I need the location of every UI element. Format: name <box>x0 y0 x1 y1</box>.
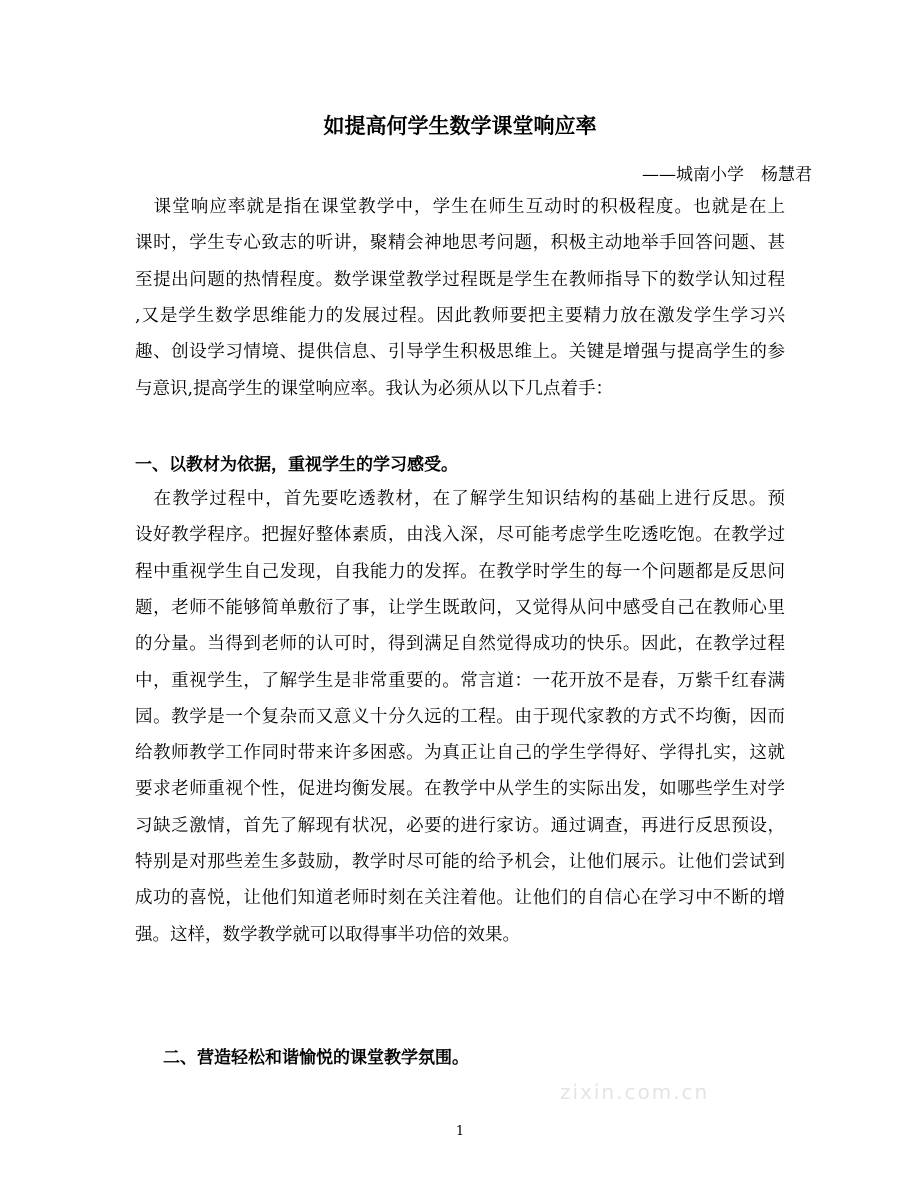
text-line: 与意识,提高学生的课堂响应率。我认为必须从以下几点着手： <box>135 378 614 399</box>
text-line: 的分量。当得到老师的认可时，得到满足自然觉得成功的快乐。因此，在教学过程 <box>135 634 785 655</box>
text-line: 课堂响应率就是指在课堂教学中，学生在师生互动时的积极程度。也就是在上 <box>135 197 785 217</box>
text-line: 给教师教学工作同时带来许多困惑。为真正让自己的学生学得好、学得扎实，这就 <box>135 743 785 764</box>
text-line: 至提出问题的热情程度。数学课堂教学过程既是学生在教师指导下的数学认知过程 <box>135 269 785 290</box>
text-line: 趣、创设学习情境、提供信息、引导学生积极思维上。关键是增强与提高学生的参 <box>135 342 785 363</box>
text-line: ,又是学生数学思维能力的发展过程。因此教师要把主要精力放在激发学生学习兴 <box>135 305 785 326</box>
text-line: 习缺乏激情，首先了解现有状况，必要的进行家访。通过调查，再进行反思预设， <box>135 815 785 836</box>
text-line: 课时，学生专心致志的听讲，聚精会神地思考问题，积极主动地举手回答问题、甚 <box>135 233 785 254</box>
text-line: 园。教学是一个复杂而又意义十分久远的工程。由于现代家教的方式不均衡，因而 <box>135 706 785 727</box>
text-line: 要求老师重视个性，促进均衡发展。在教学中从学生的实际出发，如哪些学生对学 <box>135 779 785 800</box>
text-line: 设好教学程序。把握好整体素质，由浅入深，尽可能考虑学生吃透吃饱。在教学过 <box>135 525 785 546</box>
text-line: 中，重视学生，了解学生是非常重要的。常言道：一花开放不是春，万紫千红春满 <box>135 670 785 691</box>
section-heading-2: 二、营造轻松和谐愉悦的课堂教学氛围。 <box>163 1048 469 1068</box>
text-line: 程中重视学生自己发现，自我能力的发挥。在教学时学生的每一个问题都是反思问 <box>135 561 785 582</box>
text-line: 成功的喜悦，让他们知道老师时刻在关注着他。让他们的自信心在学习中不断的增 <box>135 888 785 909</box>
text-line: 特别是对那些差生多鼓励，教学时尽可能的给予机会，让他们展示。让他们尝试到 <box>135 852 785 872</box>
page-number: 1 <box>455 1124 465 1139</box>
author-line: ——城南小学 杨慧君 <box>642 165 812 185</box>
text-line: 在教学过程中，首先要吃透教材，在了解学生知识结构的基础上进行反思。预 <box>135 489 785 509</box>
text-line: 题，老师不能够简单敷衍了事，让学生既敢问，又觉得从问中感受自己在教师心里 <box>135 597 785 618</box>
watermark: zixin.com.cn <box>560 1080 710 1104</box>
section-heading-1: 一、以教材为依据，重视学生的学习感受。 <box>135 455 458 475</box>
document-title: 如提高何学生数学课堂响应率 <box>323 114 597 138</box>
text-line: 强。这样，数学教学就可以取得事半功倍的效果。 <box>135 924 520 945</box>
